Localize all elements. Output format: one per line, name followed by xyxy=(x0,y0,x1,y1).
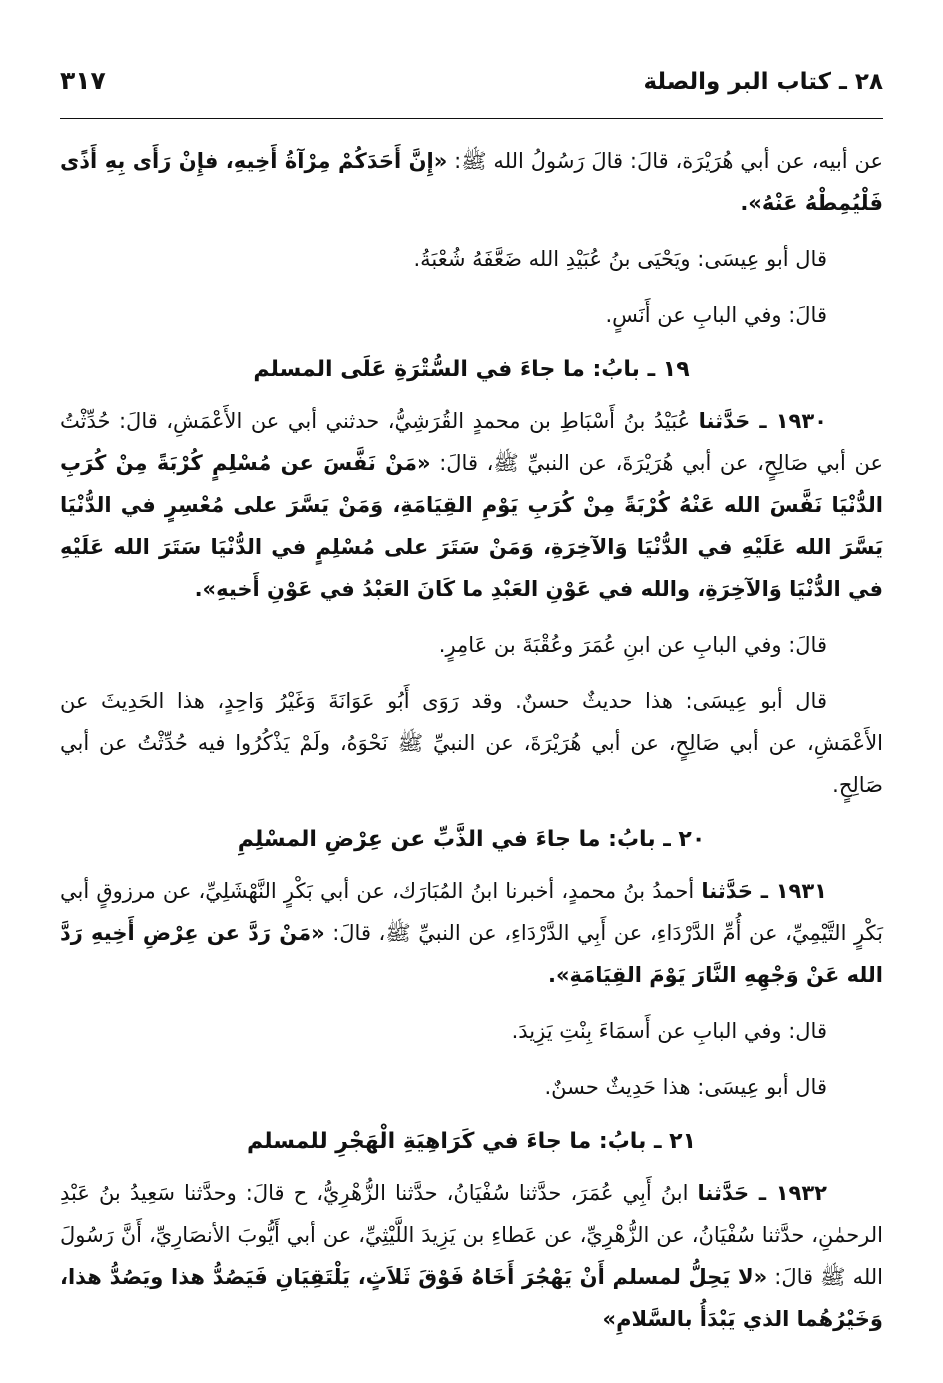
hadith-quote: «إِنَّ أَحَدَكُمْ مِرْآةُ أَخِيهِ، فإِنْ رَأَى بِهِ أَذًى فَلْيُمِطْهُ عَنْهُ». xyxy=(60,149,883,215)
paragraph-bab-note: قالَ: وفي البابِ عن أَنَسٍ. xyxy=(605,303,827,327)
chapter-heading-19: ١٩ ـ بابُ: ما جاءَ في السُّتْرَةِ عَلَى المسلم xyxy=(253,357,690,382)
chapter-heading-20: ٢٠ ـ بابُ: ما جاءَ في الذَّبِّ عن عِرْضِ المسْلِمِ xyxy=(237,827,706,852)
hadith-1932 xyxy=(60,1172,883,1340)
header-rule xyxy=(60,118,883,119)
narration-text: عُبَيْدُ بنُ أَسْبَاطِ بن محمدٍ القُرَشِيُّ، حدثني أبي عن الأَعْمَشِ، قالَ: حُدِّثْتُ عن أبي صَالِحٍ، عن أبي هُرَيْرَةَ، عن النبيِّ ﷺ، قالَ: xyxy=(60,409,883,475)
running-title: ٢٨ ـ كتاب البر والصلة xyxy=(643,69,883,95)
hadith-quote: «مَنْ نَفَّسَ عن مُسْلِمٍ كُرْبَةً مِنْ كُرَبِ الدُّنْيَا نَفَّسَ الله عَنْهُ كُرْبَةً مِنْ كُرَبِ يَوْمِ القِيَامَةِ، وَمَنْ يَسَّرَ على مُعْسِرٍ في الدُّنْيَا يَسَّرَ الله عَلَيْهِ في الدُّنْيَا وَالآخِرَةِ، وَمَنْ سَتَرَ على مُسْلِمٍ في الدُّنْيَا سَتَرَ الله عَلَيْهِ في الدُّنْيَا وَالآخِرَةِ، والله في عَوْنِ العَبْدِ ما كَانَ العَبْدُ في عَوْنِ أَخيهِ». xyxy=(60,451,883,601)
paragraph-abu-isa-comment: قال أبو عِيسَى: هذا حَدِيثٌ حسنٌ. xyxy=(544,1075,827,1099)
hadith-number: ١٩٣٠ ـ حَدَّثنا xyxy=(698,409,827,433)
paragraph-bab-note: قالَ: وفي البابِ عن ابنِ عُمَرَ وعُقْبَةَ بن عَامِرٍ. xyxy=(438,633,827,657)
hadith-quote: «لا يَحِلُّ لمسلم أَنْ يَهْجُرَ أَخَاهُ فَوْقَ ثَلاَثٍ، يَلْتَقِيَانِ فَيَصُدُّ هذا ويَصُدُّ هذا، وَخَيْرُهُما الذي يَبْدَأُ بالسَّلامِ» xyxy=(60,1265,883,1331)
paragraph-continuation xyxy=(60,140,883,224)
page-header xyxy=(60,66,883,110)
paragraph-abu-isa-comment: قال أبو عِيسَى: هذا حديثٌ حسنٌ. وقد رَوَى أَبُو عَوَانَةَ وَغَيْرُ وَاحِدٍ، هذا الحَدِيثَ عن الأَعْمَشِ، عن أبي صَالِحٍ، عن أبي هُرَيْرَةَ، عن النبيِّ ﷺ نَحْوَهُ، ولَمْ يَذْكُرُوا فيه حُدِّثْتُ عن أبي صَالِحٍ. xyxy=(60,689,883,797)
page-number: ٣١٧ xyxy=(60,66,106,95)
narration-text: أحمدُ بنُ محمدٍ، أخبرنا ابنُ المُبَارَك، عن أبي بَكْرٍ النَّهْشَلِيِّ، عن مرزوقٍ أبي بَكْرٍ التَّيْمِيِّ، عن أُمِّ الدَّرْدَاءِ، عن أَبِي الدَّرْدَاءِ، عن النبيِّ ﷺ، قالَ: xyxy=(60,879,883,945)
hadith-number: ١٩٣١ ـ حَدَّثنا xyxy=(701,879,827,903)
hadith-quote: «مَنْ رَدَّ عن عِرْضِ أَخِيهِ رَدَّ الله عَنْ وَجْهِهِ النَّارَ يَوْمَ القِيَامَةِ». xyxy=(60,921,883,987)
paragraph-bab-note: قال: وفي البابِ عن أَسمَاءَ بِنْتِ يَزِيدَ. xyxy=(511,1019,827,1043)
chapter-heading-21: ٢١ ـ بابُ: ما جاءَ في كَرَاهِيَةِ الْهَجْرِ للمسلم xyxy=(246,1129,697,1154)
hadith-number: ١٩٣٢ ـ حَدَّثنا xyxy=(697,1181,827,1205)
page-body xyxy=(60,140,883,1354)
narration-text: عن أبيه، عن أبي هُرَيْرَة، قالَ: قالَ رَسُولُ الله ﷺ: xyxy=(447,149,883,173)
hadith-1930 xyxy=(60,400,883,610)
narration-text: ابنُ أَبِي عُمَرَ، حدَّثنا سُفْيَانُ، حدَّثنا الزُّهْرِيُّ، ح قالَ: وحدَّثنا سَعِيدُ بنُ عَبْدِ الرحمٰنِ، حدَّثنا سُفْيَانُ، عن الزُّهْرِيِّ، عن عَطاءِ بن يَزِيدَ اللَّيْثِيِّ، عن أبي أَيُّوبَ الأنصَارِيِّ، أَنَّ رَسُولَ الله ﷺ قالَ: xyxy=(60,1181,884,1289)
hadith-1931 xyxy=(60,870,883,996)
paragraph-abu-isa-comment: قال أبو عِيسَى: ويَحْيَى بنُ عُبَيْدِ الله ضَعَّفَهُ شُعْبَةُ. xyxy=(413,247,827,271)
